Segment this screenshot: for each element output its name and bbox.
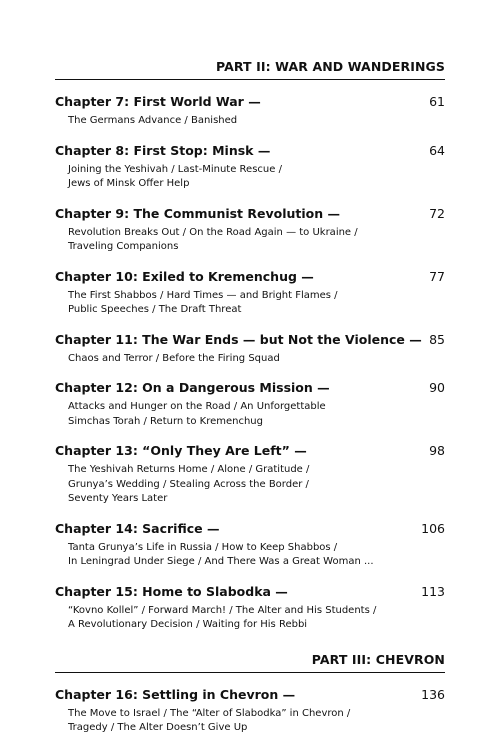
subtopic-line: Traveling Companions	[68, 241, 179, 252]
subtopic-line: Chaos and Terror / Before the Firing Squad	[68, 352, 280, 364]
chapter-title: Chapter 12: On a Dangerous Mission —	[55, 380, 330, 395]
page-number: 64	[429, 142, 445, 158]
chapter-subtopics	[68, 400, 445, 429]
part-divider	[55, 79, 445, 80]
chapter-subtopics	[68, 289, 445, 318]
subtopic-line: Revolution Breaks Out / On the Road Again — to Ukraine /	[68, 226, 358, 238]
chapter-entry[interactable]	[55, 94, 445, 129]
chapter-subtopics	[68, 226, 445, 255]
part-section	[55, 649, 445, 736]
subtopic-line: The Germans Advance / Banished	[68, 115, 238, 126]
subtopic-line: Tanta Grunya’s Life in Russia / How to Keep Shabbos /	[68, 541, 338, 553]
chapter-title: Chapter 13: “Only They Are Left” —	[55, 443, 307, 458]
chapter-subtopics	[68, 604, 445, 633]
chapter-title: Chapter 7: First World War —	[55, 94, 261, 109]
subtopic-line: “Kovno Kollel” / Forward March! / The Alter and His Students /	[68, 604, 377, 616]
chapter-title: Chapter 8: First Stop: Minsk —	[55, 142, 271, 158]
chapter-subtopics	[68, 707, 445, 736]
chapter-title: Chapter 16: Settling in Chevron —	[55, 686, 296, 702]
table-of-contents	[55, 56, 445, 736]
chapter-entry[interactable]	[55, 269, 445, 318]
chapter-title: Chapter 10: Exiled to Kremenchug —	[55, 268, 314, 284]
part-header	[55, 649, 445, 668]
chapter-subtopics	[68, 352, 445, 367]
chapter-title: Chapter 14: Sacrifice —	[55, 520, 220, 536]
part-header	[55, 56, 445, 75]
part-title: PART II: WAR AND WANDERINGS	[216, 59, 445, 74]
chapter-subtopics	[68, 463, 445, 507]
chapter-entry[interactable]	[55, 332, 445, 367]
subtopic-line: Joining the Yeshivah / Last-Minute Rescue /	[68, 163, 282, 175]
subtopic-line: A Revolutionary Decision / Waiting for His Rebbi	[68, 619, 308, 630]
subtopic-line: Simchas Torah / Return to Kremenchug	[68, 415, 263, 427]
part-title: PART III: CHEVRON	[311, 651, 445, 667]
chapter-title: Chapter 15: Home to Slabodka —	[55, 583, 288, 599]
chapter-entry[interactable]	[55, 521, 445, 570]
chapter-subtopics	[68, 114, 445, 129]
subtopic-line: Public Speeches / The Draft Threat	[68, 304, 242, 315]
chapter-subtopics	[68, 541, 445, 570]
subtopic-line: The Yeshivah Returns Home / Alone / Gratitude /	[68, 464, 310, 475]
chapter-entry[interactable]	[55, 687, 445, 736]
subtopic-line: In Leningrad Under Siege / And There Was a Great Woman ...	[68, 556, 374, 567]
page-number: 106	[421, 520, 445, 536]
chapter-subtopics	[68, 163, 445, 192]
page-number: 98	[429, 443, 445, 458]
part-section	[55, 56, 445, 633]
chapter-entry[interactable]	[55, 206, 445, 255]
part-divider	[55, 672, 445, 673]
subtopic-line: Seventy Years Later	[68, 493, 168, 504]
subtopic-line: Attacks and Hunger on the Road / An Unforgettable	[68, 401, 326, 412]
chapter-entry[interactable]	[55, 443, 445, 507]
page-number: 72	[429, 205, 445, 221]
chapter-title: Chapter 9: The Communist Revolution —	[55, 205, 341, 221]
page-number: 77	[429, 268, 445, 284]
page-number: 113	[421, 583, 445, 599]
subtopic-line: Tragedy / The Alter Doesn’t Give Up	[68, 722, 248, 733]
page-number: 136	[421, 686, 445, 702]
page-number: 61	[429, 94, 445, 109]
chapter-entry[interactable]	[55, 143, 445, 192]
subtopic-line: The First Shabbos / Hard Times — and Bright Flames /	[68, 289, 338, 301]
page-number: 85	[429, 331, 445, 347]
chapter-entry[interactable]	[55, 380, 445, 429]
chapter-title: Chapter 11: The War Ends — but Not the Violence —	[55, 331, 422, 347]
subtopic-line: Jews of Minsk Offer Help	[68, 178, 190, 189]
chapter-entry[interactable]	[55, 584, 445, 633]
subtopic-line: The Move to Israel / The “Alter of Slabodka” in Chevron /	[68, 707, 351, 719]
subtopic-line: Grunya’s Wedding / Stealing Across the Border /	[68, 478, 309, 490]
page-number: 90	[429, 380, 445, 395]
